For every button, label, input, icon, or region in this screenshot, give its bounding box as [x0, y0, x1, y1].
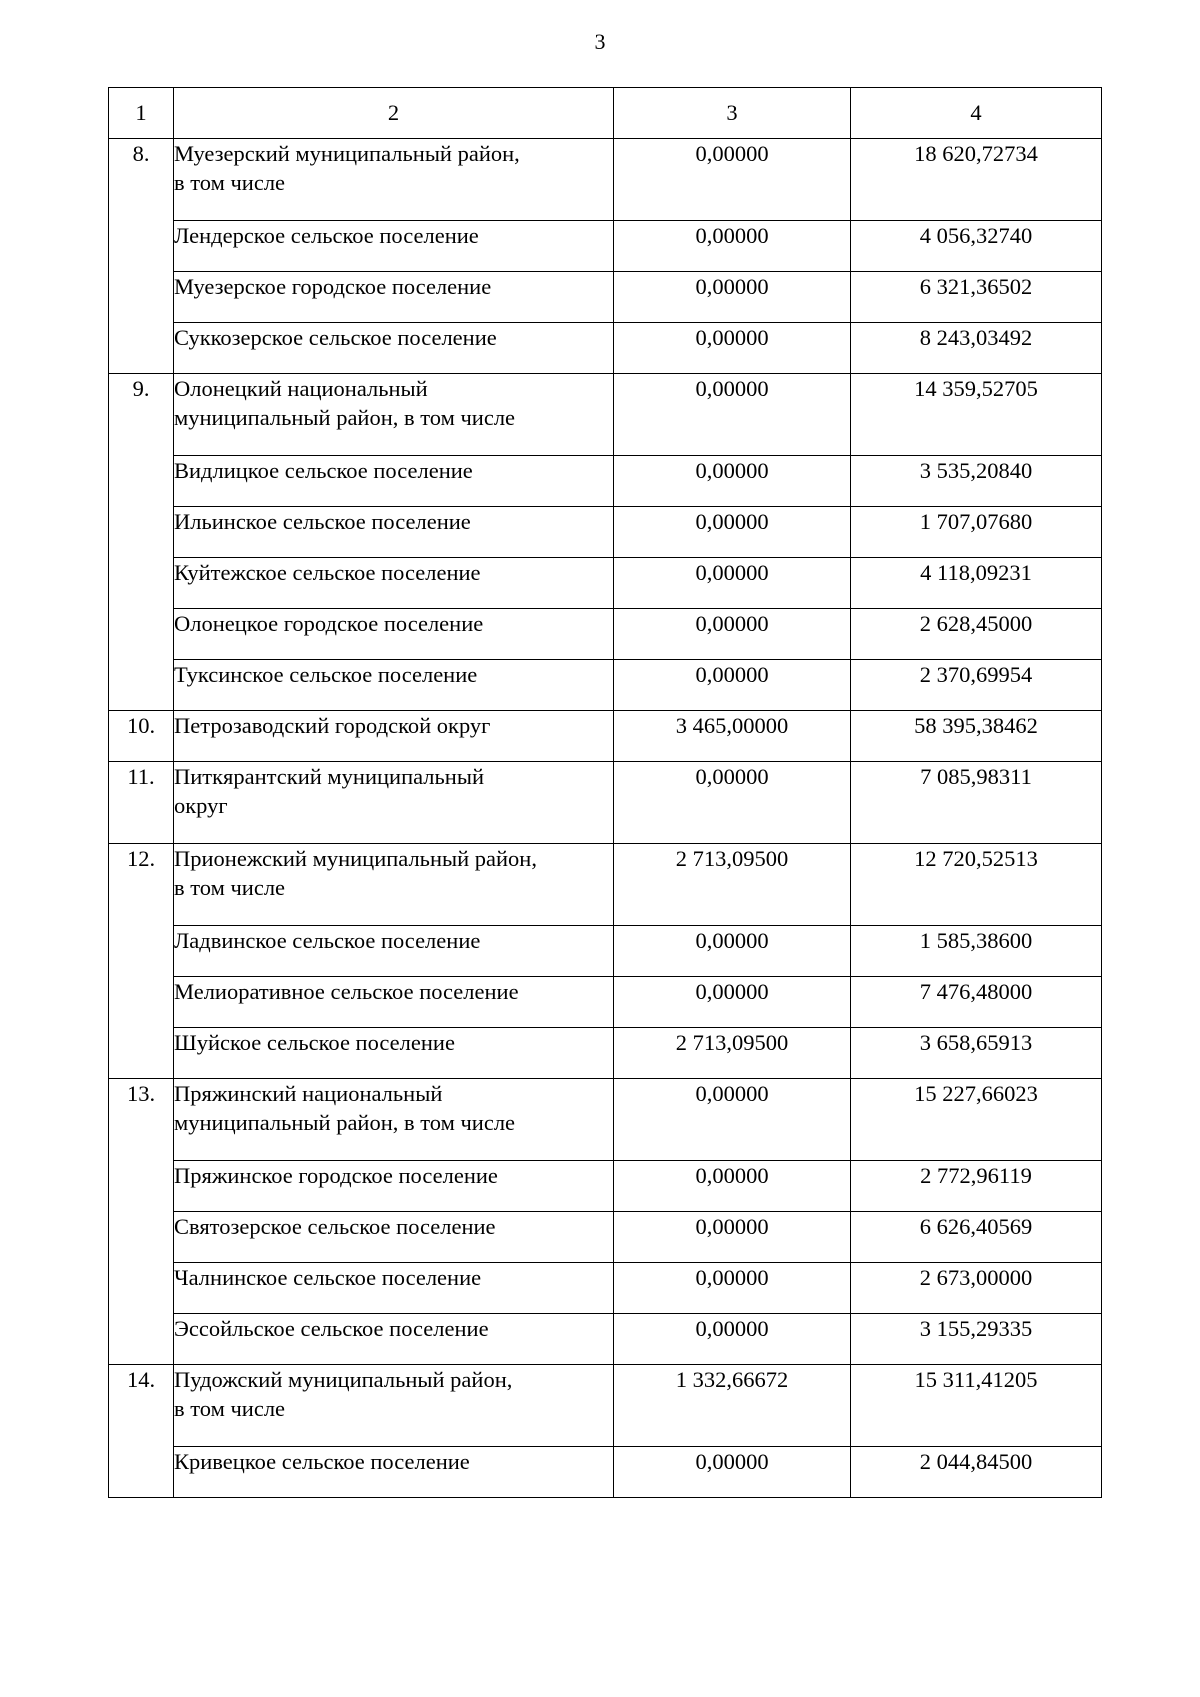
table-row: [109, 221, 1102, 272]
name-cell: [174, 711, 614, 762]
name-text: Ильинское сельское поселение: [174, 509, 471, 534]
value-cell-col3: 0,00000: [614, 762, 851, 844]
row-number-cell: 10.: [109, 711, 174, 762]
row-number-cell: 9.: [109, 374, 174, 711]
name-text: Святозерское сельское поселение: [174, 1214, 496, 1239]
value-cell-col4: 15 227,66023: [851, 1079, 1102, 1161]
table-row: [109, 762, 1102, 844]
name-text: Пудожский муниципальный район, в том числе: [174, 1367, 513, 1421]
value-cell-col3: 0,00000: [614, 926, 851, 977]
value-cell-col3: 0,00000: [614, 660, 851, 711]
name-text: Видлицкое сельское поселение: [174, 458, 473, 483]
name-cell: [174, 1447, 614, 1498]
table-row: [109, 507, 1102, 558]
name-cell: [174, 1365, 614, 1447]
value-cell-col4: 4 056,32740: [851, 221, 1102, 272]
value-cell-col4: 2 370,69954: [851, 660, 1102, 711]
name-cell: [174, 558, 614, 609]
table-row: [109, 1028, 1102, 1079]
data-table: [108, 87, 1102, 1498]
value-cell-col4: 2 044,84500: [851, 1447, 1102, 1498]
name-cell: [174, 1263, 614, 1314]
value-cell-col4: 3 658,65913: [851, 1028, 1102, 1079]
name-text: Муезерский муниципальный район, в том числе: [174, 141, 520, 195]
table-row: [109, 139, 1102, 221]
header-cell: 4: [851, 88, 1102, 139]
name-cell: [174, 762, 614, 844]
table-row: [109, 558, 1102, 609]
table-row: [109, 1212, 1102, 1263]
value-cell-col3: 0,00000: [614, 221, 851, 272]
value-cell-col3: 0,00000: [614, 1161, 851, 1212]
page-number: 3: [594, 29, 606, 54]
table-row: [109, 1263, 1102, 1314]
name-cell: [174, 844, 614, 926]
value-cell-col4: 3 535,20840: [851, 456, 1102, 507]
header-cell: 3: [614, 88, 851, 139]
name-cell: [174, 272, 614, 323]
table-row: [109, 1161, 1102, 1212]
name-cell: [174, 1028, 614, 1079]
name-cell: [174, 221, 614, 272]
table-row: [109, 374, 1102, 456]
header-cell: 2: [174, 88, 614, 139]
value-cell-col3: 0,00000: [614, 374, 851, 456]
name-cell: [174, 977, 614, 1028]
name-cell: [174, 609, 614, 660]
value-cell-col4: 6 626,40569: [851, 1212, 1102, 1263]
name-text: Куйтежское сельское поселение: [174, 560, 481, 585]
value-cell-col3: 0,00000: [614, 323, 851, 374]
value-cell-col4: 1 585,38600: [851, 926, 1102, 977]
value-cell-col3: 3 465,00000: [614, 711, 851, 762]
name-cell: [174, 1079, 614, 1161]
value-cell-col4: 15 311,41205: [851, 1365, 1102, 1447]
table-row: [109, 1314, 1102, 1365]
name-cell: [174, 456, 614, 507]
name-text: Лендерское сельское поселение: [174, 223, 479, 248]
value-cell-col3: 0,00000: [614, 558, 851, 609]
table-row: [109, 926, 1102, 977]
name-text: Питкярантский муниципальный округ: [174, 764, 484, 818]
name-text: Олонецкий национальный муниципальный район, в том числе: [174, 376, 516, 430]
table-row: [109, 844, 1102, 926]
value-cell-col3: 2 713,09500: [614, 1028, 851, 1079]
value-cell-col4: 14 359,52705: [851, 374, 1102, 456]
table-row: [109, 977, 1102, 1028]
name-text: Туксинское сельское поселение: [174, 662, 478, 687]
value-cell-col4: 2 772,96119: [851, 1161, 1102, 1212]
name-text: Пряжинское городское поселение: [174, 1163, 498, 1188]
name-text: Суккозерское сельское поселение: [174, 325, 497, 350]
value-cell-col3: 0,00000: [614, 272, 851, 323]
value-cell-col4: 2 673,00000: [851, 1263, 1102, 1314]
table-row: [109, 323, 1102, 374]
value-cell-col3: 0,00000: [614, 456, 851, 507]
row-number-cell: 11.: [109, 762, 174, 844]
row-number-cell: 12.: [109, 844, 174, 1079]
name-text: Мелиоративное сельское поселение: [174, 979, 519, 1004]
name-text: Олонецкое городское поселение: [174, 611, 484, 636]
name-cell: [174, 139, 614, 221]
name-cell: [174, 1212, 614, 1263]
name-cell: [174, 660, 614, 711]
value-cell-col4: 12 720,52513: [851, 844, 1102, 926]
name-text: Эссойльское сельское поселение: [174, 1316, 489, 1341]
value-cell-col3: 0,00000: [614, 1314, 851, 1365]
table-row: [109, 1447, 1102, 1498]
value-cell-col3: 0,00000: [614, 977, 851, 1028]
table-row: [109, 711, 1102, 762]
value-cell-col3: 0,00000: [614, 507, 851, 558]
row-number-cell: 13.: [109, 1079, 174, 1365]
name-text: Петрозаводский городской округ: [174, 713, 491, 738]
table-row: [109, 609, 1102, 660]
name-cell: [174, 507, 614, 558]
value-cell-col4: 7 476,48000: [851, 977, 1102, 1028]
value-cell-col3: 0,00000: [614, 1263, 851, 1314]
value-cell-col4: 18 620,72734: [851, 139, 1102, 221]
value-cell-col3: 0,00000: [614, 139, 851, 221]
value-cell-col4: 1 707,07680: [851, 507, 1102, 558]
value-cell-col3: 1 332,66672: [614, 1365, 851, 1447]
value-cell-col4: 3 155,29335: [851, 1314, 1102, 1365]
name-cell: [174, 926, 614, 977]
value-cell-col3: 2 713,09500: [614, 844, 851, 926]
name-cell: [174, 323, 614, 374]
header-cell: 1: [109, 88, 174, 139]
name-text: Шуйское сельское поселение: [174, 1030, 455, 1055]
table-row: [109, 660, 1102, 711]
name-text: Муезерское городское поселение: [174, 274, 492, 299]
value-cell-col4: 6 321,36502: [851, 272, 1102, 323]
row-number-cell: 14.: [109, 1365, 174, 1498]
value-cell-col4: 2 628,45000: [851, 609, 1102, 660]
table-row: [109, 1365, 1102, 1447]
value-cell-col3: 0,00000: [614, 1212, 851, 1263]
name-text: Прионежский муниципальный район, в том числе: [174, 846, 537, 900]
table-row: [109, 272, 1102, 323]
table-row: [109, 1079, 1102, 1161]
table-row: [109, 456, 1102, 507]
value-cell-col4: 7 085,98311: [851, 762, 1102, 844]
value-cell-col3: 0,00000: [614, 1079, 851, 1161]
row-number-cell: 8.: [109, 139, 174, 374]
header-row: [109, 88, 1102, 139]
value-cell-col3: 0,00000: [614, 1447, 851, 1498]
name-cell: [174, 374, 614, 456]
name-text: Чалнинское сельское поселение: [174, 1265, 482, 1290]
value-cell-col4: 8 243,03492: [851, 323, 1102, 374]
name-text: Ладвинское сельское поселение: [174, 928, 481, 953]
value-cell-col3: 0,00000: [614, 609, 851, 660]
name-text: Кривецкое сельское поселение: [174, 1449, 470, 1474]
value-cell-col4: 58 395,38462: [851, 711, 1102, 762]
value-cell-col4: 4 118,09231: [851, 558, 1102, 609]
name-cell: [174, 1314, 614, 1365]
name-text: Пряжинский национальный муниципальный район, в том числе: [174, 1081, 516, 1135]
name-cell: [174, 1161, 614, 1212]
